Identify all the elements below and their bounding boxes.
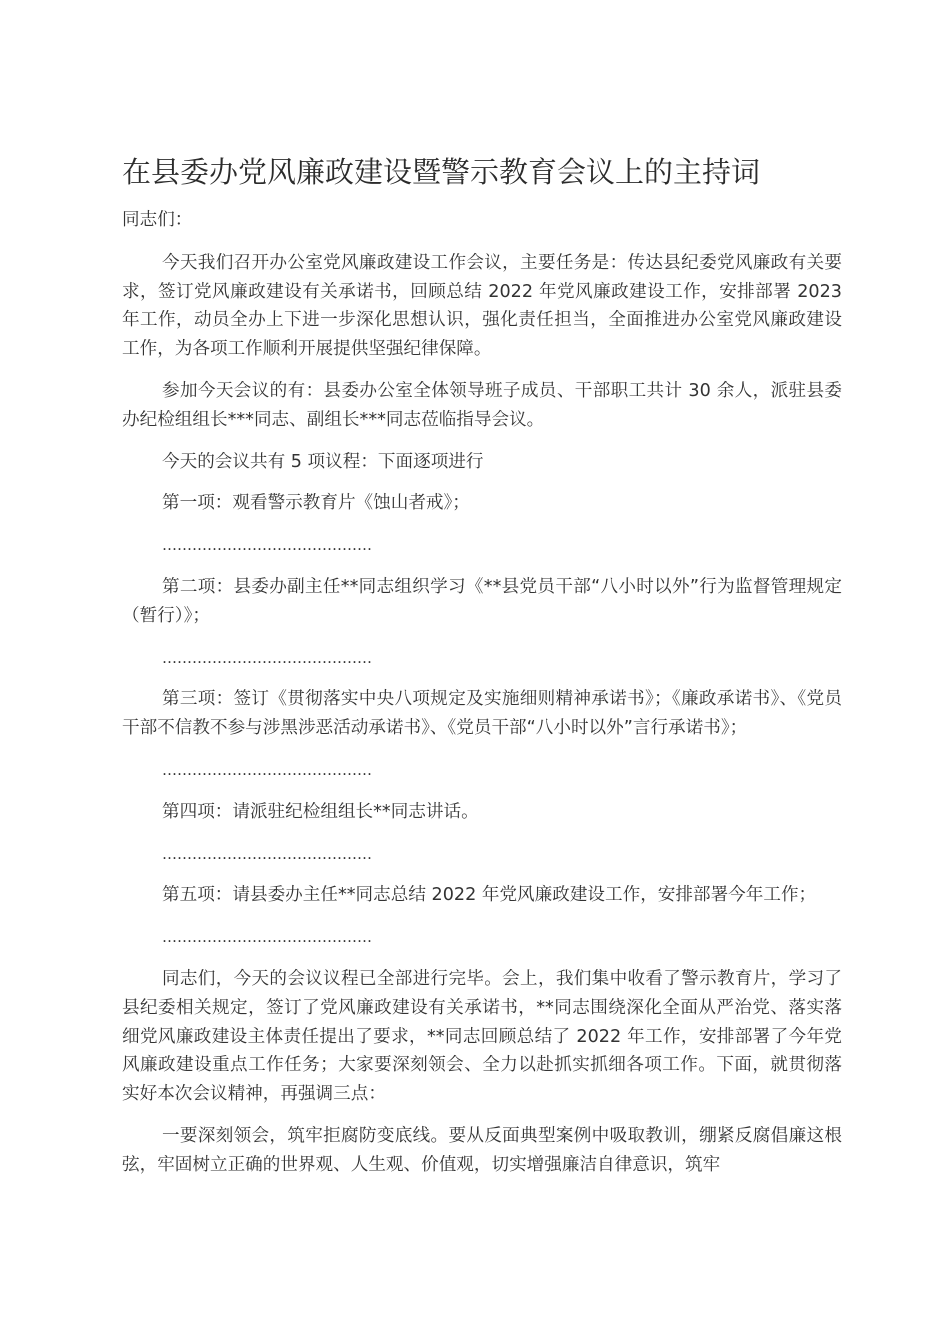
paragraph-agenda-count: 今天的会议共有 5 项议程：下面逐项进行 bbox=[162, 451, 484, 472]
agenda-item-2: 第二项：县委办副主任**同志组织学习《**县党员干部“八小时以外”行为监督管理规定（暂行）》； bbox=[122, 576, 842, 626]
paragraph-point-1: 一要深刻领会，筑牢拒腐防变底线。要从反面典型案例中吸取教训，绷紧反腐倡廉这根弦，牢固树立正确的世界观、人生观、价值观，切实增强廉洁自律意识，筑牢 bbox=[122, 1125, 842, 1175]
agenda-item-1: 第一项：观看警示教育片《蚀山者戒》； bbox=[162, 493, 470, 514]
agenda-item-5: 第五项：请县委办主任**同志总结 2022 年党风廉政建设工作，安排部署今年工作； bbox=[162, 885, 817, 906]
ellipsis-separator: …………………………………… bbox=[162, 928, 372, 947]
paragraph-summary: 同志们，今天的会议议程已全部进行完毕。会上，我们集中收看了警示教育片，学习了县纪委相关规定，签订了党风廉政建设有关承诺书，**同志围绕深化全面从严治党、落实落细党风廉政建设主体责任提出了要求，**同志回顾总结了 2022 年工作，安排部署了今年党风廉政建设重点工作任务；大家要深刻领会、全力以赴抓实抓细各项工作。下面，就贯彻落实好本次会议精神，再强调三点： bbox=[122, 968, 842, 1105]
greeting: 同志们： bbox=[122, 210, 193, 230]
document-page bbox=[122, 150, 842, 1193]
ellipsis-separator: …………………………………… bbox=[162, 648, 372, 667]
paragraph-intro: 今天我们召开办公室党风廉政建设工作会议，主要任务是：传达县纪委党风廉政有关要求，签订党风廉政建设有关承诺书，回顾总结 2022 年党风廉政建设工作，安排部署 2023 年工作，动员全办上下进一步深化思想认识，强化责任担当，全面推进办公室党风廉政建设工作，为各项工作顺利开展提供坚强纪律保障。 bbox=[122, 252, 842, 360]
ellipsis-separator: …………………………………… bbox=[162, 844, 372, 863]
paragraph-attendees: 参加今天会议的有：县委办公室全体领导班子成员、干部职工共计 30 余人，派驻县委办纪检组组长***同志、副组长***同志莅临指导会议。 bbox=[122, 380, 842, 430]
agenda-item-3: 第三项：签订《贯彻落实中央八项规定及实施细则精神承诺书》；《廉政承诺书》、《党员干部不信教不参与涉黑涉恶活动承诺书》、《党员干部“八小时以外”言行承诺书》； bbox=[122, 689, 842, 739]
document-title: 在县委办党风廉政建设暨警示教育会议上的主持词 bbox=[122, 155, 761, 189]
ellipsis-separator: …………………………………… bbox=[162, 760, 372, 779]
agenda-item-4: 第四项：请派驻纪检组组长**同志讲话。 bbox=[162, 801, 479, 822]
ellipsis-separator: …………………………………… bbox=[162, 536, 372, 555]
